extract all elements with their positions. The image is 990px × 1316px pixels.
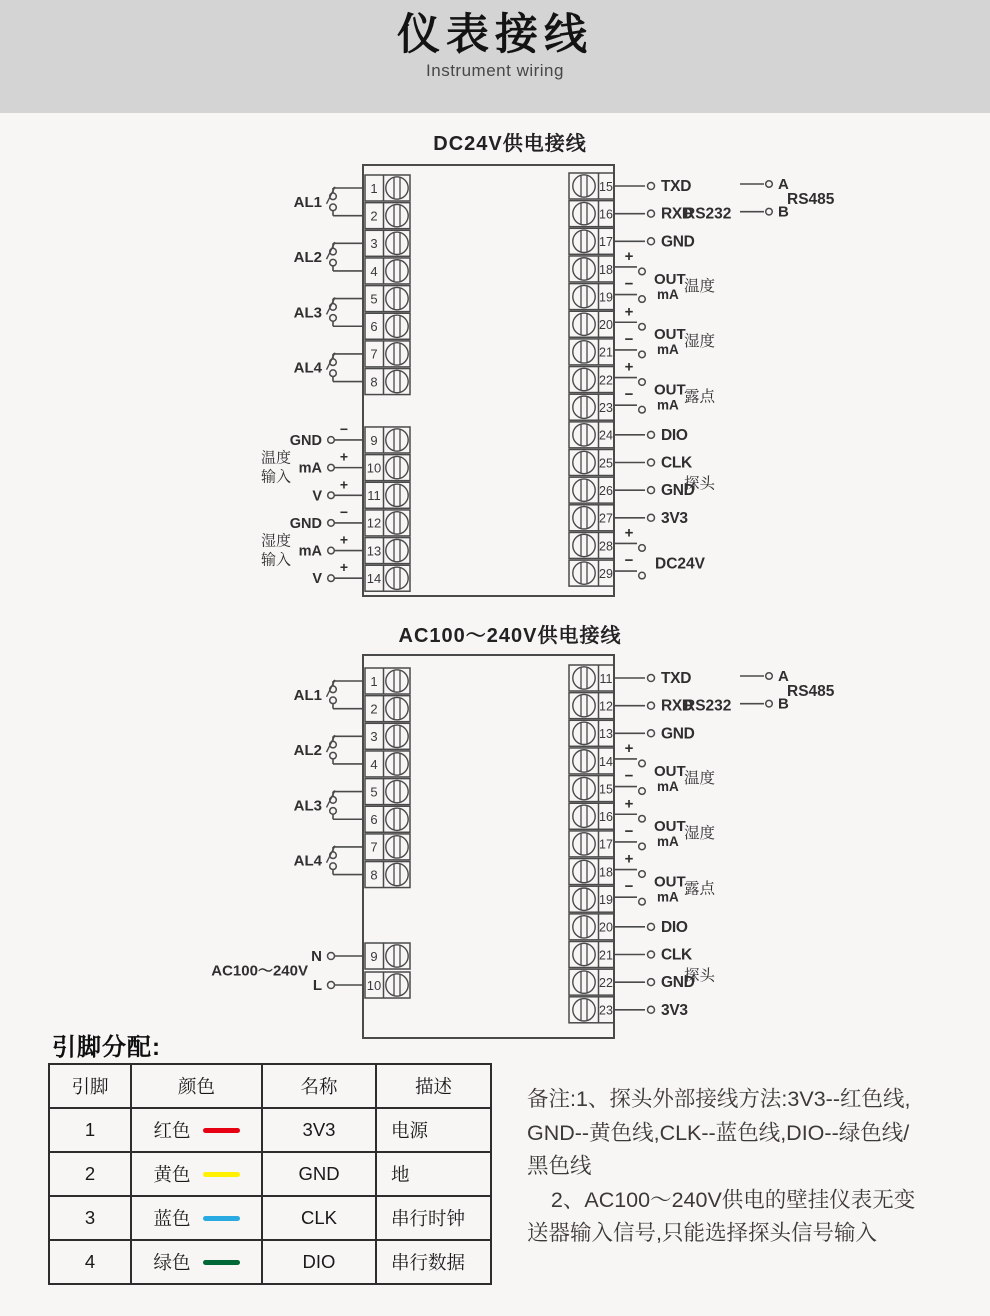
svg-text:5: 5: [370, 784, 378, 800]
svg-text:RXD: RXD: [661, 205, 693, 223]
svg-text:B: B: [778, 203, 789, 221]
svg-text:+: +: [339, 531, 349, 548]
svg-text:RS485: RS485: [787, 190, 835, 208]
svg-text:4: 4: [370, 263, 378, 279]
svg-text:18: 18: [599, 865, 613, 880]
svg-text:RS485: RS485: [787, 682, 835, 700]
color-name: 黄色: [153, 1164, 191, 1185]
svg-text:−: −: [624, 767, 634, 785]
svg-text:10: 10: [366, 460, 382, 476]
svg-text:GND: GND: [661, 725, 695, 743]
svg-text:+: +: [339, 448, 349, 465]
svg-text:15: 15: [599, 782, 613, 797]
svg-text:探头: 探头: [684, 475, 716, 493]
svg-text:+: +: [624, 795, 634, 813]
table-header-cell: 颜色: [131, 1064, 262, 1108]
svg-text:14: 14: [599, 754, 613, 769]
svg-text:27: 27: [599, 511, 613, 526]
svg-text:22: 22: [599, 975, 613, 990]
svg-text:TXD: TXD: [661, 178, 692, 195]
svg-text:1: 1: [370, 180, 378, 196]
terminal-pin-4: [365, 258, 410, 284]
svg-text:GND: GND: [661, 974, 695, 992]
svg-text:−: −: [624, 330, 634, 348]
svg-text:AL4: AL4: [293, 852, 322, 870]
svg-text:16: 16: [599, 207, 613, 222]
note-line: 黑色线: [527, 1154, 592, 1178]
svg-text:−: −: [624, 878, 634, 896]
svg-text:温度: 温度: [684, 277, 716, 295]
svg-text:26: 26: [599, 483, 613, 498]
svg-text:mA: mA: [298, 460, 322, 477]
svg-text:23: 23: [599, 1003, 613, 1018]
svg-text:3V3: 3V3: [661, 509, 688, 527]
terminal-pin-2: [365, 203, 410, 229]
svg-text:B: B: [778, 695, 789, 713]
page-subtitle: Instrument wiring: [426, 61, 564, 80]
svg-text:19: 19: [599, 290, 613, 305]
svg-text:15: 15: [599, 179, 613, 194]
terminal-pin-2: [365, 696, 410, 722]
svg-text:28: 28: [599, 539, 613, 554]
terminal-pin-1: [365, 175, 410, 201]
svg-text:+: +: [624, 358, 634, 376]
table-row: [49, 1108, 491, 1152]
terminal-pin-16: [569, 803, 614, 829]
terminal-pin-5: [365, 779, 410, 805]
svg-text:mA: mA: [657, 889, 679, 905]
svg-text:7: 7: [370, 839, 378, 855]
svg-text:湿度: 湿度: [260, 532, 292, 550]
terminal-pin-10: [365, 455, 410, 481]
terminal-pin-18: [569, 256, 614, 282]
svg-text:mA: mA: [657, 778, 679, 794]
svg-text:+: +: [624, 739, 634, 757]
svg-text:RS232: RS232: [684, 205, 732, 223]
svg-text:−: −: [624, 386, 634, 404]
svg-text:6: 6: [370, 812, 378, 828]
svg-text:AL3: AL3: [293, 304, 322, 322]
terminal-pin-1: [365, 668, 410, 694]
svg-text:RXD: RXD: [661, 697, 693, 715]
svg-text:OUT: OUT: [654, 818, 686, 836]
svg-text:3V3: 3V3: [661, 1001, 688, 1019]
note-line: GND--黄色线,CLK--蓝色线,DIO--绿色线/: [527, 1120, 910, 1145]
svg-text:+: +: [624, 524, 634, 542]
diagram-dc24v: [261, 165, 835, 596]
terminal-pin-13: [569, 720, 614, 746]
terminal-pin-26: [569, 477, 614, 503]
svg-text:GND: GND: [661, 482, 695, 500]
svg-text:湿度: 湿度: [684, 825, 716, 843]
svg-text:3: 3: [370, 236, 378, 252]
svg-text:OUT: OUT: [654, 326, 686, 344]
svg-text:AL1: AL1: [293, 686, 322, 704]
svg-text:20: 20: [599, 318, 613, 333]
svg-text:A: A: [778, 176, 789, 193]
description-cell: 地: [376, 1152, 491, 1196]
table-row: [49, 1152, 491, 1196]
svg-text:TXD: TXD: [661, 670, 692, 687]
terminal-pin-20: [569, 311, 614, 337]
svg-text:1: 1: [370, 673, 378, 689]
terminal-pin-19: [569, 284, 614, 310]
svg-text:24: 24: [599, 428, 613, 443]
svg-text:5: 5: [370, 291, 378, 307]
svg-text:输入: 输入: [260, 468, 292, 486]
table-header-cell: 描述: [376, 1064, 491, 1108]
terminal-pin-12: [365, 510, 410, 536]
terminal-pin-24: [569, 422, 614, 448]
svg-text:9: 9: [370, 432, 378, 448]
svg-text:OUT: OUT: [654, 762, 686, 780]
svg-text:输入: 输入: [260, 551, 292, 569]
terminal-pin-14: [365, 565, 410, 591]
svg-text:OUT: OUT: [654, 873, 686, 891]
terminal-pin-17: [569, 228, 614, 254]
svg-text:8: 8: [370, 867, 378, 883]
svg-text:GND: GND: [289, 515, 322, 532]
terminal-pin-10: [365, 972, 410, 998]
terminal-pin-7: [365, 834, 410, 860]
svg-text:−: −: [339, 420, 349, 437]
pin-number-cell: 1: [49, 1108, 131, 1152]
terminal-pin-27: [569, 505, 614, 531]
color-name: 红色: [153, 1120, 191, 1141]
svg-text:−: −: [624, 822, 634, 840]
svg-text:16: 16: [599, 810, 613, 825]
signal-name-cell: GND: [262, 1152, 376, 1196]
table-row: [49, 1196, 491, 1240]
svg-text:mA: mA: [657, 286, 679, 302]
note-line: 2、AC100～240V供电的壁挂仪表无变: [527, 1187, 916, 1212]
svg-text:17: 17: [599, 235, 613, 250]
terminal-pin-20: [569, 914, 614, 940]
terminal-pin-18: [569, 859, 614, 885]
svg-text:探头: 探头: [684, 967, 716, 985]
terminal-pin-22: [569, 367, 614, 393]
svg-text:GND: GND: [661, 233, 695, 251]
svg-text:mA: mA: [298, 543, 322, 560]
svg-text:8: 8: [370, 374, 378, 390]
svg-text:OUT: OUT: [654, 270, 686, 288]
color-swatch: [203, 1128, 240, 1133]
terminal-pin-13: [365, 538, 410, 564]
color-name: 蓝色: [153, 1208, 191, 1229]
terminal-pin-17: [569, 831, 614, 857]
svg-text:露点: 露点: [684, 880, 716, 898]
svg-text:RS232: RS232: [684, 697, 732, 715]
diagram-ac100-240v: [211, 655, 835, 1038]
svg-text:温度: 温度: [260, 449, 292, 467]
svg-text:+: +: [624, 303, 634, 321]
terminal-pin-11: [365, 482, 410, 508]
svg-text:AC100～240V: AC100～240V: [211, 962, 308, 980]
svg-text:13: 13: [366, 543, 382, 559]
terminal-pin-4: [365, 751, 410, 777]
svg-text:29: 29: [599, 566, 613, 581]
svg-text:AL3: AL3: [293, 797, 322, 815]
pin-number-cell: 3: [49, 1196, 131, 1240]
svg-text:4: 4: [370, 756, 378, 772]
svg-text:DC24V: DC24V: [655, 555, 705, 573]
diagram1-title: DC24V供电接线: [433, 133, 587, 155]
terminal-pin-6: [365, 313, 410, 339]
terminal-pin-9: [365, 427, 410, 453]
terminal-pin-8: [365, 369, 410, 395]
terminal-pin-3: [365, 230, 410, 256]
terminal-pin-29: [569, 560, 614, 586]
color-name: 绿色: [153, 1252, 191, 1273]
svg-text:3: 3: [370, 729, 378, 745]
page-title: 仪表接线: [397, 11, 593, 59]
color-swatch: [203, 1216, 240, 1221]
terminal-pin-5: [365, 286, 410, 312]
color-swatch: [203, 1260, 240, 1265]
terminal-pin-8: [365, 862, 410, 888]
diagram2-title: AC100～240V供电接线: [398, 625, 622, 647]
svg-text:温度: 温度: [684, 769, 716, 787]
description-cell: 电源: [376, 1108, 491, 1152]
terminal-pin-9: [365, 943, 410, 969]
terminal-pin-21: [569, 942, 614, 968]
notes: [527, 1083, 987, 1251]
svg-text:21: 21: [599, 345, 613, 360]
svg-text:N: N: [311, 948, 322, 966]
terminal-pin-23: [569, 997, 614, 1023]
terminal-pin-6: [365, 806, 410, 832]
svg-text:A: A: [778, 668, 789, 685]
svg-text:+: +: [339, 476, 349, 493]
svg-text:OUT: OUT: [654, 381, 686, 399]
svg-text:7: 7: [370, 346, 378, 362]
svg-text:AL1: AL1: [293, 193, 322, 211]
svg-text:V: V: [312, 571, 322, 588]
color-cell: [131, 1108, 262, 1152]
svg-text:20: 20: [599, 920, 613, 935]
svg-text:−: −: [624, 275, 634, 293]
svg-text:AL2: AL2: [293, 742, 322, 760]
svg-text:9: 9: [370, 948, 378, 964]
terminal-pin-12: [569, 693, 614, 719]
note-line: 备注:1、探头外部接线方法:3V3--红色线,: [527, 1087, 911, 1111]
svg-text:11: 11: [599, 671, 613, 686]
table-row: [49, 1240, 491, 1284]
svg-text:CLK: CLK: [661, 946, 692, 964]
terminal-pin-25: [569, 450, 614, 476]
svg-text:10: 10: [366, 977, 382, 993]
svg-text:2: 2: [370, 208, 378, 224]
svg-text:DIO: DIO: [661, 918, 688, 936]
svg-text:21: 21: [599, 948, 613, 963]
terminal-pin-23: [569, 394, 614, 420]
svg-text:13: 13: [599, 727, 613, 742]
pin-number-cell: 2: [49, 1152, 131, 1196]
signal-name-cell: DIO: [262, 1240, 376, 1284]
table-header-cell: 引脚: [49, 1064, 131, 1108]
note-line: 送器输入信号,只能选择探头信号输入: [527, 1221, 877, 1245]
svg-text:CLK: CLK: [661, 454, 692, 472]
color-swatch: [203, 1172, 240, 1177]
svg-text:12: 12: [366, 515, 382, 531]
terminal-pin-3: [365, 723, 410, 749]
terminal-pin-7: [365, 341, 410, 367]
table-header-row: [49, 1064, 491, 1108]
svg-text:mA: mA: [657, 834, 679, 850]
svg-text:25: 25: [599, 456, 613, 471]
svg-text:12: 12: [599, 699, 613, 714]
description-cell: 串行数据: [376, 1240, 491, 1284]
svg-text:DIO: DIO: [661, 426, 688, 444]
svg-text:V: V: [312, 488, 322, 505]
svg-text:22: 22: [599, 373, 613, 388]
svg-text:mA: mA: [657, 397, 679, 413]
svg-text:11: 11: [367, 488, 381, 504]
table-header-cell: 名称: [262, 1064, 376, 1108]
terminal-pin-19: [569, 886, 614, 912]
pin-number-cell: 4: [49, 1240, 131, 1284]
svg-text:AL4: AL4: [293, 359, 322, 377]
terminal-pin-28: [569, 532, 614, 558]
svg-text:19: 19: [599, 893, 613, 907]
terminal-pin-14: [569, 748, 614, 774]
svg-text:2: 2: [370, 701, 378, 717]
signal-name-cell: 3V3: [262, 1108, 376, 1152]
svg-text:GND: GND: [289, 432, 322, 449]
svg-text:露点: 露点: [684, 388, 716, 406]
terminal-pin-15: [569, 173, 614, 199]
color-cell: [131, 1196, 262, 1240]
pin-assignment-table: [48, 1063, 492, 1285]
svg-text:−: −: [624, 552, 634, 570]
signal-name-cell: CLK: [262, 1196, 376, 1240]
color-cell: [131, 1152, 262, 1196]
svg-text:+: +: [624, 247, 634, 265]
description-cell: 串行时钟: [376, 1196, 491, 1240]
color-cell: [131, 1240, 262, 1284]
svg-text:−: −: [339, 503, 349, 520]
svg-text:6: 6: [370, 319, 378, 335]
svg-text:湿度: 湿度: [684, 333, 716, 351]
svg-text:+: +: [339, 559, 349, 576]
terminal-pin-21: [569, 339, 614, 365]
terminal-pin-15: [569, 776, 614, 802]
pin-assignment-heading: 引脚分配:: [52, 1034, 161, 1061]
terminal-pin-22: [569, 969, 614, 995]
terminal-pin-16: [569, 201, 614, 227]
svg-text:14: 14: [366, 571, 382, 587]
svg-text:18: 18: [599, 262, 613, 277]
terminal-pin-11: [569, 665, 614, 691]
svg-text:17: 17: [599, 837, 613, 852]
svg-text:23: 23: [599, 401, 613, 415]
svg-text:L: L: [312, 977, 322, 995]
svg-text:mA: mA: [657, 342, 679, 358]
svg-text:+: +: [624, 850, 634, 868]
svg-text:AL2: AL2: [293, 249, 322, 267]
